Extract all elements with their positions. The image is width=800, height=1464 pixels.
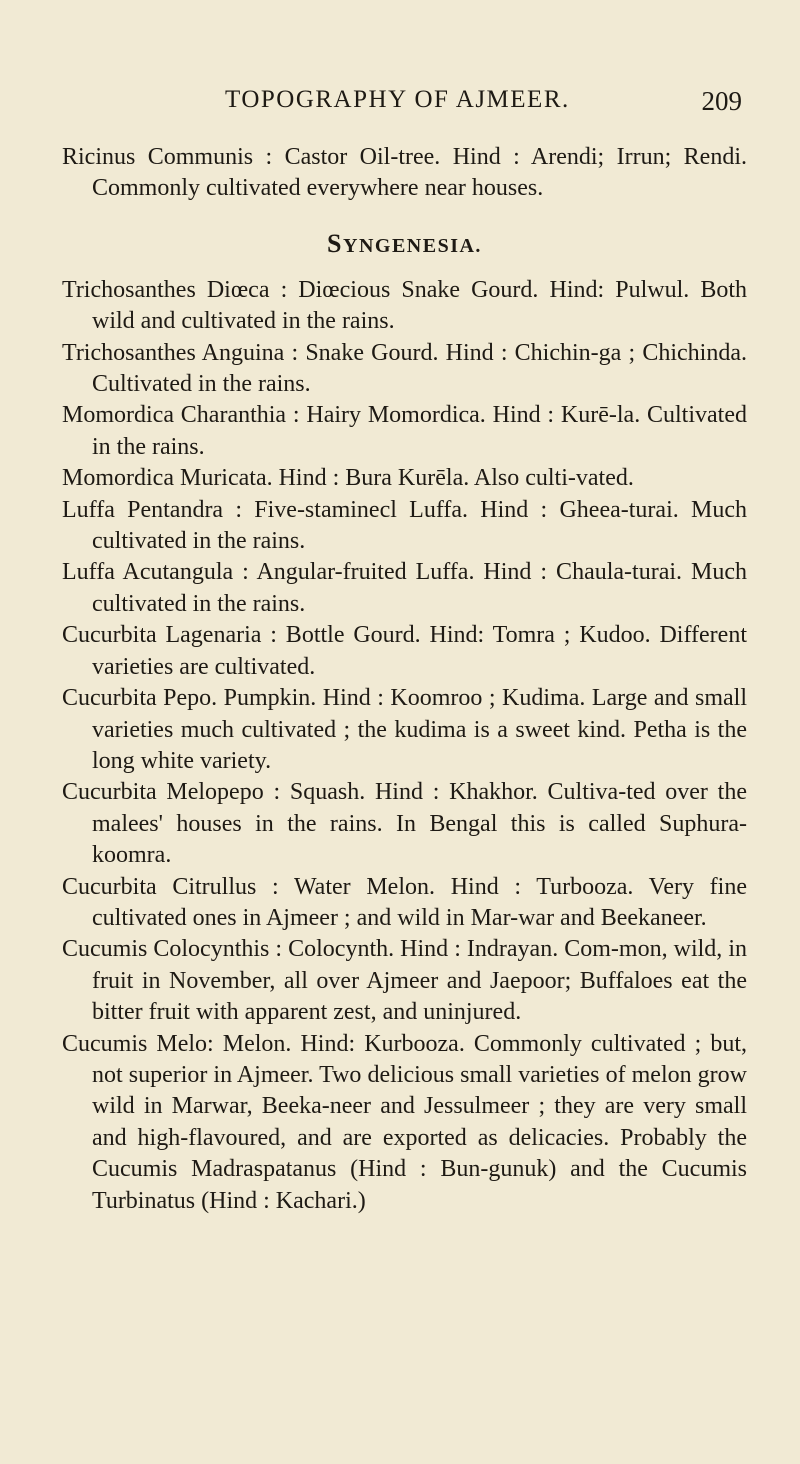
running-title: TOPOGRAPHY OF AJMEER. xyxy=(225,86,570,113)
entry-cucumis-colocynthis: Cucumis Colocynthis : Colocynth. Hind : Indrayan. Com-mon, wild, in fruit in November, all over Ajmeer and Jaepoor; Buffaloes eat the bitter fruit with apparent zest, and uninjured. xyxy=(62,936,747,1026)
entry-trichosanthes-dioeca: Trichosanthes Diœca : Diœcious Snake Gourd. Hind: Pulwul. Both wild and cultivated in the rains. xyxy=(62,276,747,335)
entry-momordica-charanthia: Momordica Charanthia : Hairy Momordica. Hind : Kurē-la. Cultivated in the rains. xyxy=(62,402,747,460)
entry-luffa-pentandra: Luffa Pentandra : Five-staminecl Luffa. Hind : Gheea-turai. Much cultivated in the rains. xyxy=(62,496,747,555)
entry-cucurbita-lagenaria: Cucurbita Lagenaria : Bottle Gourd. Hind: Tomra ; Kudoo. Different varieties are cultivated. xyxy=(62,622,747,680)
page-header xyxy=(62,86,742,126)
entry-trichosanthes-anguina: Trichosanthes Anguina : Snake Gourd. Hind : Chichin-ga ; Chichinda. Cultivated in the rains. xyxy=(62,339,747,398)
entry-luffa-acutangula: Luffa Acutangula : Angular-fruited Luffa. Hind : Chaula-turai. Much cultivated in the rains. xyxy=(62,559,747,617)
body-text xyxy=(62,142,747,1217)
section-heading-rest: YNGENESIA. xyxy=(343,234,482,257)
section-heading-initial: S xyxy=(327,228,344,258)
entry-cucurbita-pepo: Cucurbita Pepo. Pumpkin. Hind : Koomroo ; Kudima. Large and small varieties much cultivated ; the kudima is a sweet kind. Petha is the long white variety. xyxy=(62,685,747,774)
page-number: 209 xyxy=(701,86,742,116)
entry-cucumis-melo: Cucumis Melo: Melon. Hind: Kurbooza. Commonly cultivated ; but, not superior in Ajmeer. Two delicious small varieties of melon grow wild in Marwar, Beeka-neer and Jessulmeer ; they are very small and high-flavoured, and are exported as delicacies. Probably the Cucumis Madraspatanus (Hind : Bun-gunuk) and the Cucumis Turbinatus (Hind : Kachari.) xyxy=(62,1030,747,1214)
section-heading-syngenesia xyxy=(62,219,747,269)
entry-cucurbita-citrullus: Cucurbita Citrullus : Water Melon. Hind : Turbooza. Very fine cultivated ones in Ajmeer ; and wild in Mar-war and Beekaneer. xyxy=(62,873,747,931)
entry-cucurbita-melopepo: Cucurbita Melopepo : Squash. Hind : Khakhor. Cultiva-ted over the malees' houses in the rains. In Bengal this is called Suphura-koomra. xyxy=(62,779,747,869)
entry-momordica-muricata: Momordica Muricata. Hind : Bura Kurēla. Also culti-vated. xyxy=(62,465,634,492)
entry-ricinus-communis: Ricinus Communis : Castor Oil-tree. Hind : Arendi; Irrun; Rendi. Commonly cultivated everywhere near houses. xyxy=(62,144,747,202)
